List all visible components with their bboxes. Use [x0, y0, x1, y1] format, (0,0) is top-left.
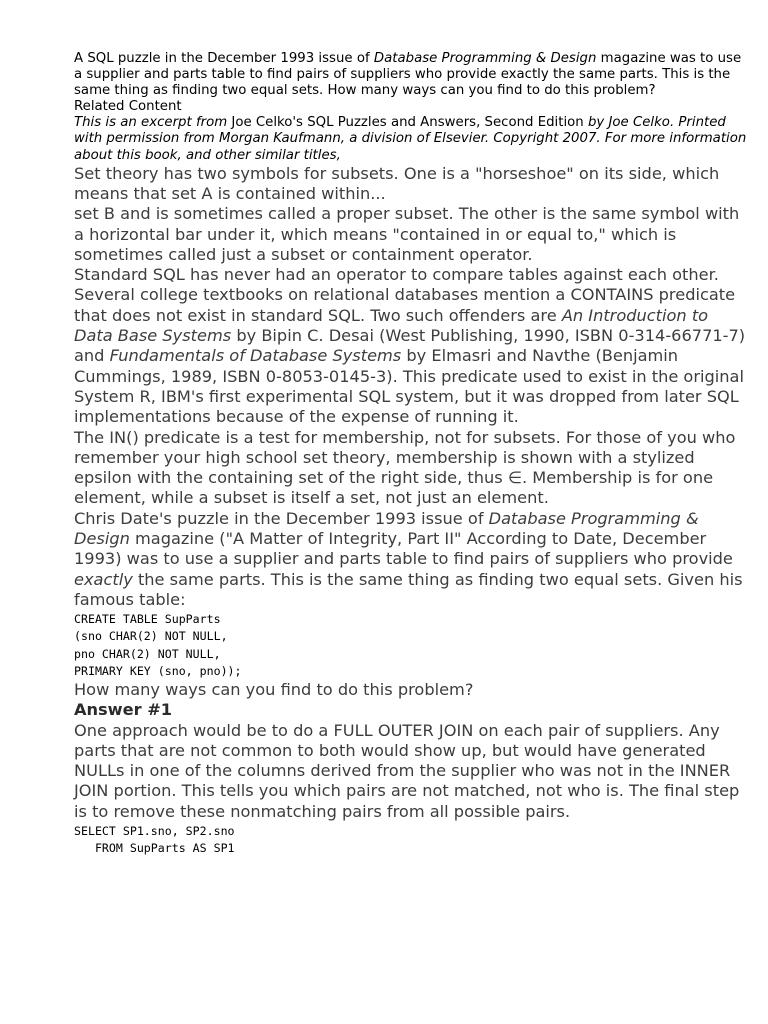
code-block-select	[74, 823, 748, 857]
excerpt-note	[74, 115, 748, 163]
code-block-create-table	[74, 611, 748, 680]
code-line: PRIMARY KEY (sno, pno));	[74, 663, 242, 678]
answer-heading: Answer #1	[74, 700, 173, 720]
intro-text: A SQL puzzle in the December 1993 issue of	[74, 51, 374, 66]
intro-paragraph	[74, 51, 748, 99]
code-line: CREATE TABLE SupParts	[74, 612, 221, 627]
paragraph-set-theory: Set theory has two symbols for subsets. One is a "horseshoe" on its side, which means that set A is contained within...	[74, 163, 720, 203]
p3-text-a: Standard SQL has never had an operator to compare tables against each other. Several college textbooks on relational databases mention a CONTAINS predicate that does not exist in standard SQL. Two such offenders are	[74, 265, 736, 325]
excerpt-text-end: by Joe Celko. Printed with permission from Morgan Kaufmann, a division of Elsevier. Copyright 2007. For more information about this book, and other similar titles,	[74, 115, 747, 163]
code-line: FROM SupParts AS SP1	[74, 841, 235, 856]
related-content-link[interactable]: Related Content	[74, 99, 182, 115]
p3-text-e: by Elmasri and Navthe (Benjamin Cummings, 1989, ISBN 0-8053-0145-3). This predicate used to exist in the original System R, IBM's first experimental SQL system, but it was dropped from later SQL implementations because of the expense of running it.	[74, 346, 744, 427]
book-title-elmasri: Fundamentals of Database Systems	[109, 346, 402, 366]
paragraph-question: How many ways can you find to do this problem?	[74, 680, 474, 699]
p5-text-c: magazine ("A Matter of Integrity, Part II" According to Date, December 1993) was to use a supplier and parts table to find pairs of suppliers who provide	[74, 529, 733, 569]
code-line: (sno CHAR(2) NOT NULL,	[74, 629, 228, 644]
emphasis-exactly: exactly	[74, 569, 133, 589]
p3-text-c: by Bipin C. Desai (West Publishing, 1990, ISBN 0-314-66771-7) and	[74, 326, 746, 366]
code-line: pno CHAR(2) NOT NULL,	[74, 646, 221, 661]
excerpt-text: This is an excerpt from	[74, 115, 232, 131]
book-title-desai: An Introduction to Data Base Systems	[74, 305, 709, 346]
magazine-title: Database Programming & Design	[373, 51, 597, 66]
intro-text-end: magazine was to use a supplier and parts table to find pairs of suppliers who provide exactly the same parts. This is the same thing as finding two equal sets. How many ways can you find to do this problem?	[74, 51, 742, 99]
paragraph-in-predicate: The IN() predicate is a test for membership, not for subsets. For those of you who remember your high school set theory, membership is shown with a stylized epsilon with the containing set of the right side, thus ∈. Membership is for one element, while a subset is itself a set, not just an element.	[74, 427, 736, 508]
paragraph-standard-sql	[74, 265, 748, 427]
p5-text-e: the same parts. This is the same thing as finding two equal sets. Given his famous table:	[74, 569, 743, 609]
paragraph-answer-1: One approach would be to do a FULL OUTER JOIN on each pair of suppliers. Any parts that are not common to both would show up, but would have generated NULLs in one of the columns derived from the supplier who was not in the INNER JOIN portion. This tells you which pairs are not matched, not who is. The final step is to remove these nonmatching pairs from all possible pairs.	[74, 720, 740, 821]
magazine-title-2: Database Programming & Design	[74, 508, 699, 548]
p5-text-a: Chris Date's puzzle in the December 1993 issue of	[74, 508, 489, 528]
code-line: SELECT SP1.sno, SP2.sno	[74, 824, 235, 839]
paragraph-chris-date	[74, 509, 748, 610]
paragraph-proper-subset: set B and is sometimes called a proper subset. The other is the same symbol with a horizontal bar under it, which means "contained in or equal to," which is sometimes called just a subset or containment operator.	[74, 204, 740, 264]
book-title: Joe Celko's SQL Puzzles and Answers, Second Edition	[231, 115, 584, 131]
